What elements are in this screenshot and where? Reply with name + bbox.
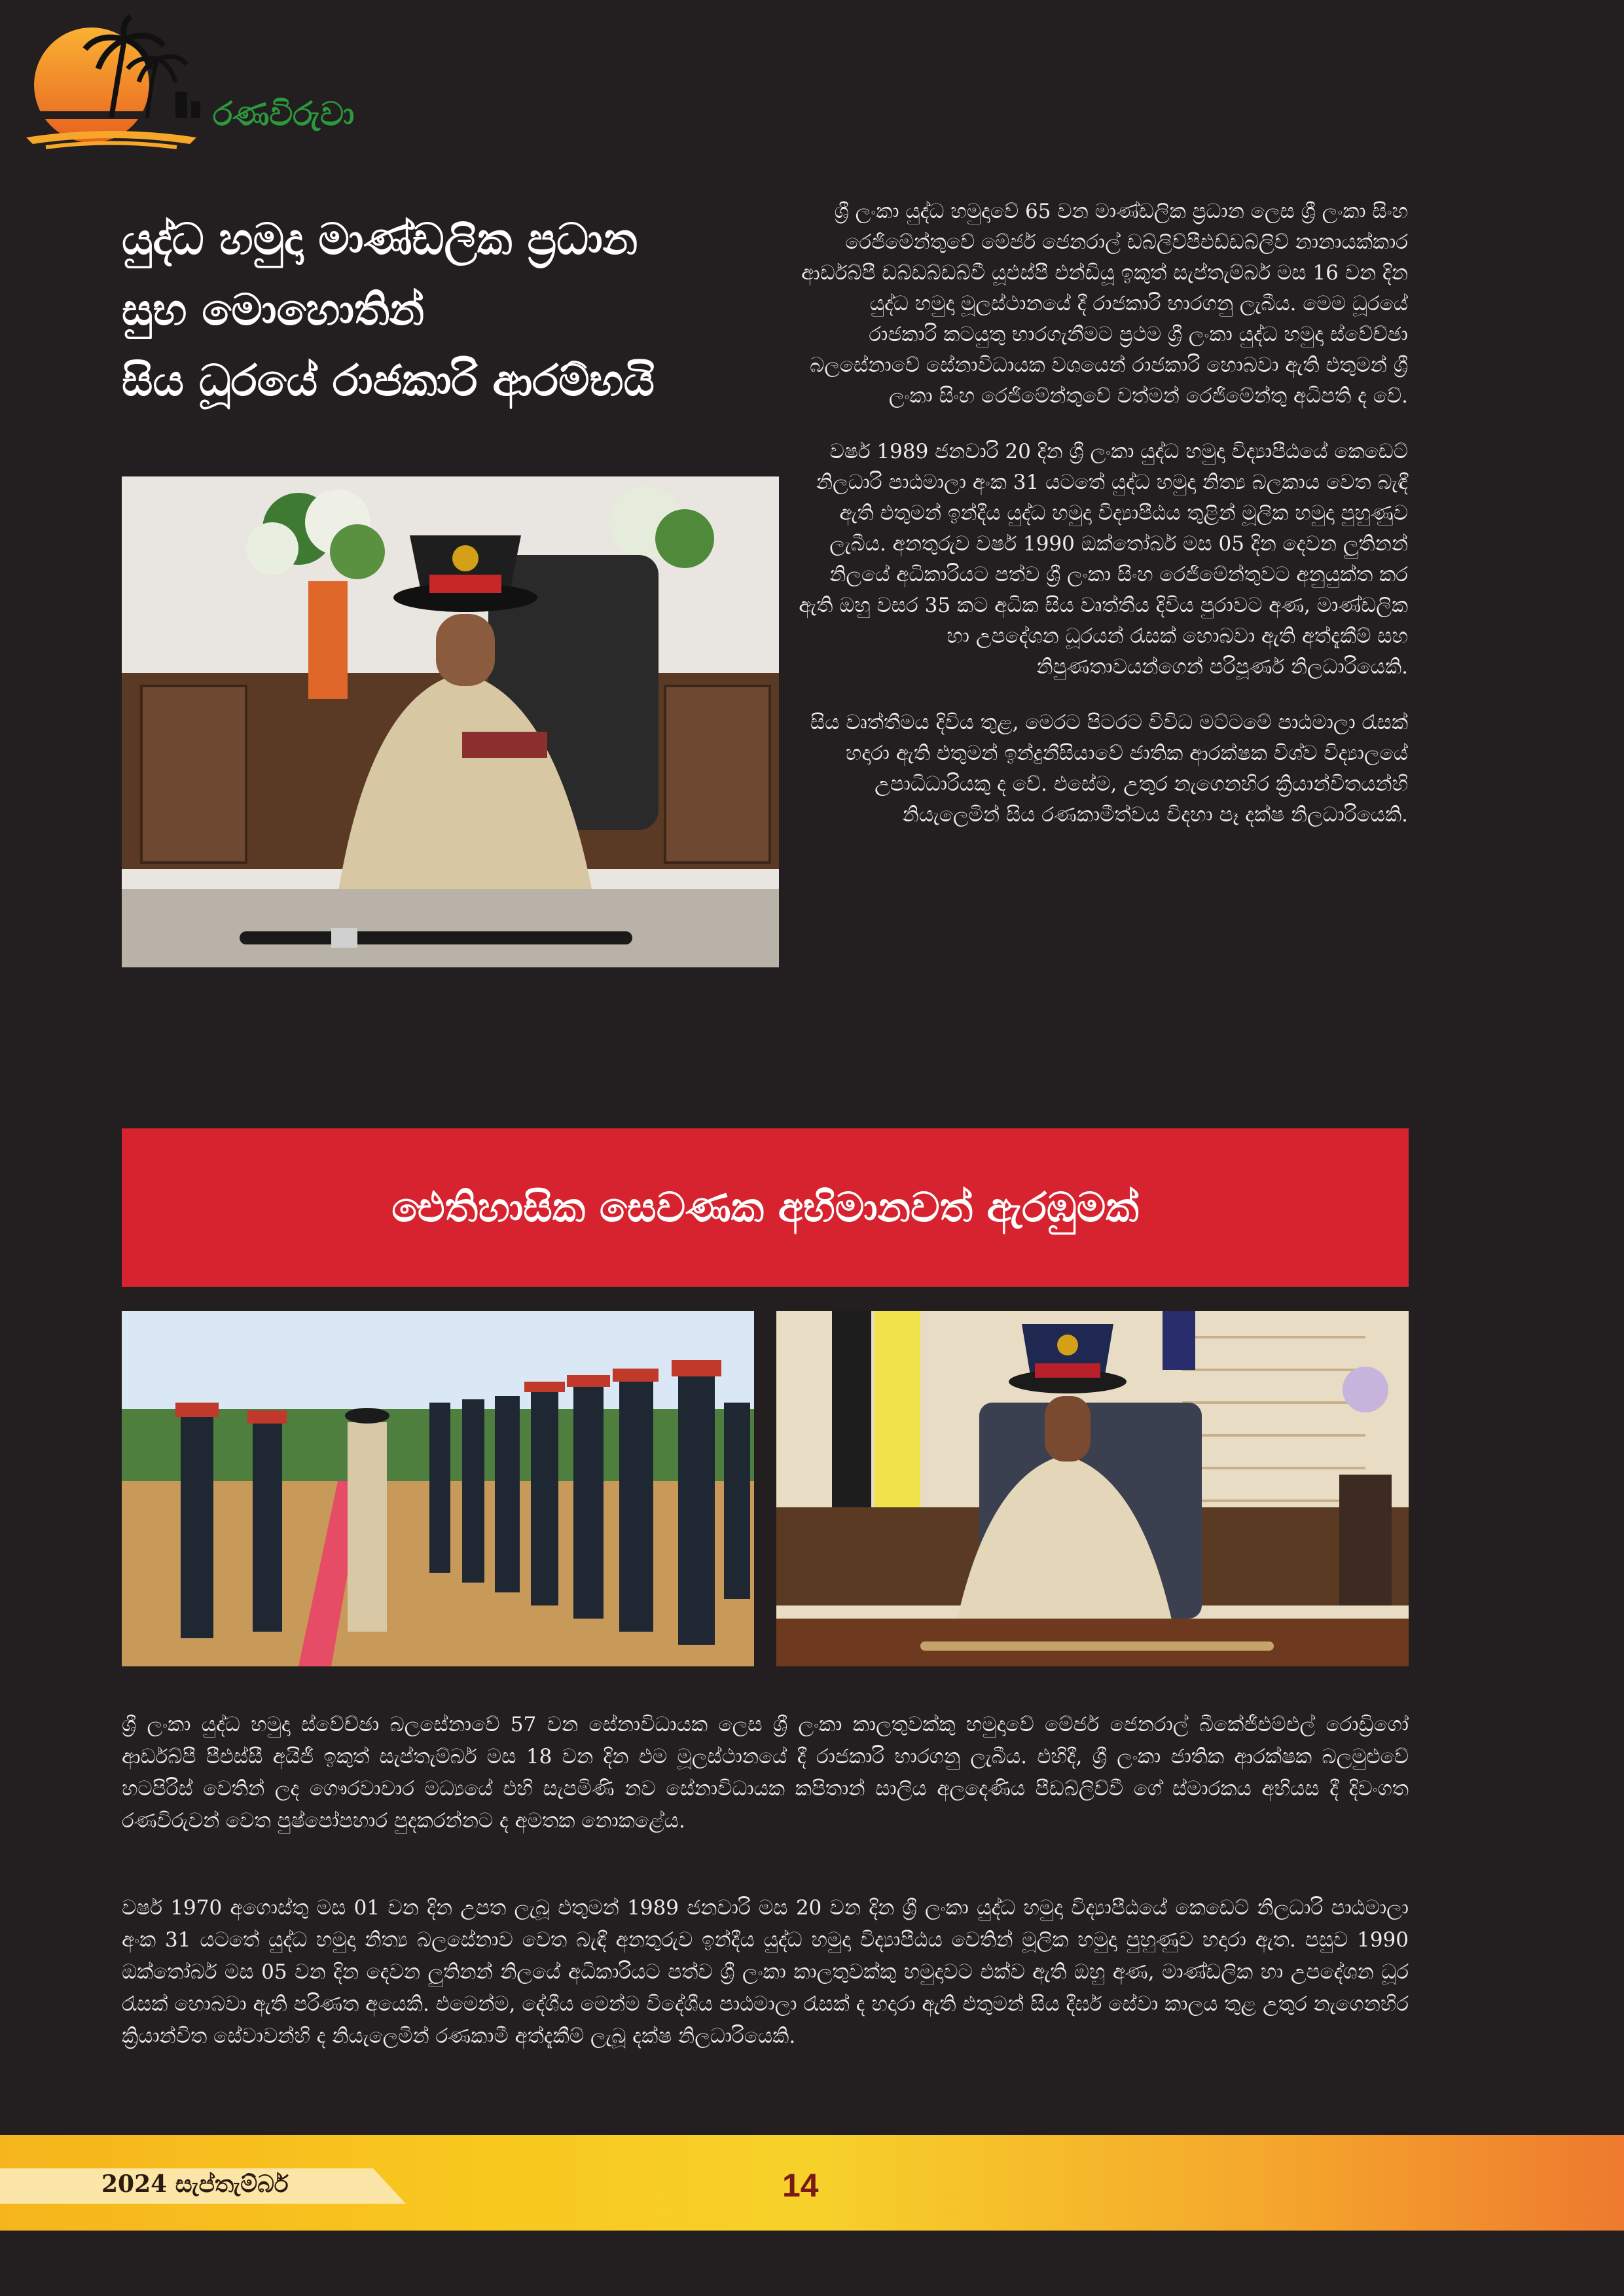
article-headline xyxy=(122,204,796,416)
logo-text: රණවිරුවා xyxy=(213,95,355,133)
banner-title: ඓතිහාසික සෙවණක අභිමානවත් ඇරඹුමක් xyxy=(391,1183,1139,1231)
article-paragraph: ශ්‍රී ලංකා යුද්ධ හමුදාවේ 65 වන මාණ්ඩලික ප්‍රධාන ලෙස ශ්‍රී ලංකා සිංහ රෙජිමේන්තුවේ මේජර් ජෙනරාල් ඩබ්ලිව්පීඑඩ්ඩබ්ලිව් නානායක්කාර ආර්ඩබ්පී ඩබ්ඩබ්ඩබ්වී යූඑස්පී එන්ඩියූ ඉකුත් සැප්තැම්බර් මස 16 වන දින යුද්ධ හමුදා මූලස්ථානයේ දී රාජකාරි භාරගනු ලැබීය. මෙම ධූරයේ රාජකාරි කටයුතු භාරගැනීමට ප්‍රථම ශ්‍රී ලංකා යුද්ධ හමුදා ස්වේච්ඡා බලසේනාවේ සේනාවිධායක වශයෙන් රාජකාරි හොබවා ඇති එතුමන් ශ්‍රී ලංකා සිංහ රෙජිමේන්තුවේ වත්මන් රෙජිමේන්තු අධිපති ද වේ. xyxy=(801,200,1408,408)
headline-line: සුභ මොහොතින් xyxy=(122,285,425,335)
issue-date: 2024 සැප්තැම්බර් xyxy=(101,2170,289,2198)
guard-of-honour-photo xyxy=(122,1311,754,1666)
headline-line: සිය ධූරයේ රාජකාරි ආරම්භයි xyxy=(122,355,655,406)
page-number: 14 xyxy=(782,2167,819,2204)
article-paragraph: වර්ෂ 1989 ජනවාරි 20 දින ශ්‍රී ලංකා යුද්ධ හමුදා විද්‍යාපීඨයේ කෙඩෙට් නිලධාරි පාඨමාලා අංක 31 යටතේ යුද්ධ හමුදා නිත්‍ය බලකාය වෙත බැඳී ඇති එතුමන් ඉන්දීය යුද්ධ හමුදා විද්‍යාපීඨය තුළින් මූලික හමුදා පුහුණුව ලැබීය. අනතුරුව වර්ෂ 1990 ඔක්තෝබර් මස 05 දින දෙවන ලුතිනන් නිලයේ අධිකාරියට පත්ව ශ්‍රී ලංකා සිංහ රෙජිමේන්තුවට අනුයුක්ත කර ඇති ඔහු වසර 35 කට අධික සිය වෘත්තීය දිවිය පුරාවට අණ, මාණ්ඩලික හා උපදේශන ධූරයන් රැසක් හොබවා ඇති අත්දැකීම් සහ නිපුණතාවයන්ගෙන් පරිපූර්ණ නිලධාරියෙකි. xyxy=(799,440,1408,679)
section-paragraph: ශ්‍රී ලංකා යුද්ධ හමුදා ස්වේච්ඡා බලසේනාවේ 57 වන සේනාවිධායක ලෙස ශ්‍රී ලංකා කාලතුවක්කු හමුදාවේ මේජර් ජෙනරාල් බීකේජීඑම්එල් රොඩ්‍රිගෝ ආර්ඩබ්පී පීඑස්සී අයිජී ඉකුත් සැප්තැම්බර් මස 18 වන දින එම මූලස්ථානයේ දී රාජකාරි භාරගනු ලැබීය. එහිදී, ශ්‍රී ලංකා ජාතික ආරක්ෂක බලමුළුවේ හටපිරිස් වෙතින් ලද ගෞරවාචාර මධ්‍යයේ එහි සැපමිණි නව සේනාවිධායක කපිතාන් සාලිය අලදෙණිය පීඩබ්ලිව්වී ගේ ස්මාරකය අභියස දී දිවංගත රණවිරුවන් වෙත පුෂ්පෝපහාර පුදකරන්නට ද අමතක නොකළේය. xyxy=(122,1713,1409,1833)
commander-portrait-photo xyxy=(776,1311,1409,1666)
sunset-palm-icon xyxy=(20,13,334,164)
headline-line: යුද්ධ හමුදා මාණ්ඩලික ප්‍රධාන xyxy=(122,214,638,264)
article-paragraph: සිය වෘත්තීමය දිවිය තුළ, මෙරට පිටරට විවිධ මට්ටමේ පාඨමාලා රැසක් හදාරා ඇති එතුමන් ඉන්දුනීසියාවේ ජාතික ආරක්ෂක විශ්ව විද්‍යාලයේ උපාධිධාරියකු ද වේ. එසේම, උතුර නැගෙනහිර ක්‍රියාන්විතයන්හි නියැලෙමින් සිය රණකාමීත්වය විදහා පෑ දක්ෂ නිලධාරියෙකි. xyxy=(810,711,1408,827)
section-paragraph: වර්ෂ 1970 අගොස්තු මස 01 වන දින උපත ලැබූ එතුමන් 1989 ජනවාරි මස 20 වන දින ශ්‍රී ලංකා යුද්ධ හමුදා විද්‍යාපීඨයේ කෙඩෙට් නිලධාරි පාඨමාලා අංක 31 යටතේ යුද්ධ හමුදා නිත්‍ය බලසේනාව වෙත බැඳී අනතුරුව ඉන්දීය යුද්ධ හමුදා විද්‍යාපීඨය වෙතින් මූලික හමුදා පුහුණුව හදාරා ඇත. පසුව 1990 ඔක්තෝබර් මස 05 වන දින දෙවන ලුතිනන් නිලයේ අධිකාරියට පත්ව ශ්‍රී ලංකා කාලතුවක්කු හමුදාවට එක්ව ඇති ඔහු අණ, මාණ්ඩලික හා උපදේශන ධූර රැසක් හොබවා ඇති පරිණත අයෙකි. එමෙන්ම, දේශීය මෙන්ම විදේශීය පාඨමාලා රැසක් ද හදාරා ඇති එතුමන් සිය දීර්ඝ සේවා කාලය තුළ උතුර නැගෙනහිර ක්‍රියාන්විත සේවාවන්හි ද නියැලෙමින් රණකාමී අත්දැකීම් ලැබූ දක්ෂ නිලධාරියෙකි. xyxy=(122,1896,1409,2048)
section-title-banner xyxy=(122,1128,1409,1287)
chief-of-staff-portrait-photo xyxy=(122,476,779,967)
article-body-right-column xyxy=(796,196,1408,855)
magazine-logo xyxy=(20,13,355,164)
